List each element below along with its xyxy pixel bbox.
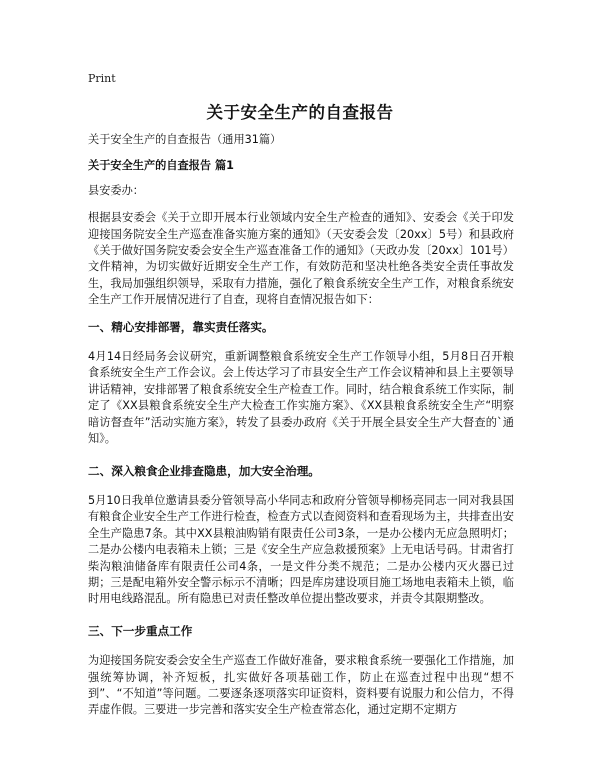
section-body-3: 为迎接国务院安委会安全生产巡查工作做好准备，要求粮食系统一要强化工作措施，加强统筹协调，补齐短板，扎实做好各项基础工作，防止在巡查过程中出现“想不到”、“不知道”等问题。二要逐条逐项落实印证资料，资料要有说服力和公信力，不得弄虚作假。三要进一步完善和落实安全生产检查常态化，通过定期不定期方 (88, 654, 514, 717)
section-body-1: 4月14日经局务会议研究，重新调整粮食系统安全生产工作领导小组，5月8日召开粮食系统安全生产工作会议。会上传达学习了市县安全生产工作会议精神和县上主要领导讲话精神，安排部署了粮食系统安全生产检查工作。同时，结合粮食系统工作实际，制定了《XX县粮食系统安全生产大检查工作实施方案》、《XX县粮食系统安全生产“明察暗访督查年”活动实施方案》，转发了县委办政府《关于开展全县安全生产大督查的`通知》。 (88, 350, 514, 446)
intro-paragraph: 根据县安委会《关于立即开展本行业领域内安全生产检查的通知》、安委会《关于印发迎接国务院安全生产巡查准备实施方案的通知》（天安委会发〔20xx〕5号）和县政府《关于做好国务院安委会安全生产巡查准备工作的通知》（天政办发〔20xx〕101号）文件精神，为切实做好近期安全生产工作，有效防范和坚决杜绝各类安全责任事故发生，我局加强组织领导，采取有力措施，强化了粮食系统安全生产工作，对粮食系统安全生产工作开展情况进行了自查，现将自查情况报告如下： (88, 211, 514, 307)
document-subtitle: 关于安全生产的自查报告（通用31篇） (88, 133, 282, 146)
section-body-2: 5月10日我单位邀请县委分管领导高小华同志和政府分管领导柳杨亮同志一同对我县国有粮食企业安全生产工作进行检查，检查方式以查阅资料和查看现场为主，共排查出安全生产隐患7条。其中XX县粮油购销有限责任公司3条，一是办公楼内无应急照明灯；二是办公楼内电表箱未上锁；三是《安全生产应急救援预案》上无电话号码。甘肃省打柴沟粮油储备库有限责任公司4条，一是文件分类不规范；二是办公楼内灭火器已过期；三是配电箱外安全警示标示不清晰；四是库房建设项目施工场地电表箱未上锁，临时用电线路混乱。所有隐患已对责任整改单位提出整改要求，并责令其限期整改。 (88, 493, 514, 606)
print-label: Print (88, 72, 116, 85)
section-heading-3: 三、下一步重点工作 (88, 623, 193, 638)
section-heading-1: 一、精心安排部署，靠实责任落实。 (88, 319, 274, 334)
article-heading: 关于安全生产的自查报告 篇1 (88, 159, 234, 173)
salutation: 县安委办： (88, 183, 144, 197)
document-body (88, 132, 514, 729)
section-heading-2: 二、深入粮食企业排查隐患，加大安全治理。 (88, 463, 320, 478)
document-title: 关于安全生产的自查报告 (206, 103, 394, 122)
